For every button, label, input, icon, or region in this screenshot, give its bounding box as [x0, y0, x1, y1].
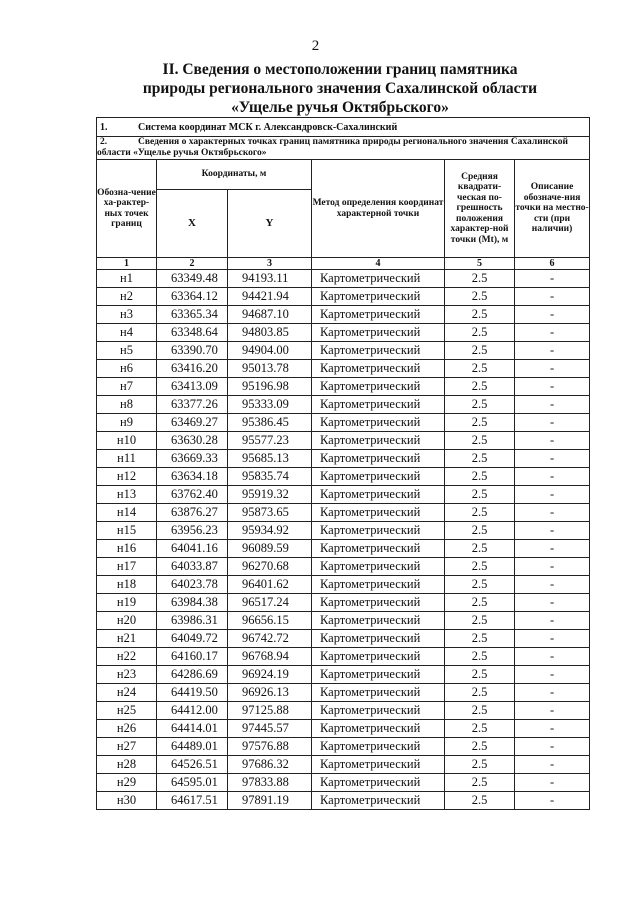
description-cell: - — [515, 612, 590, 630]
x-coordinate-cell: 63413.09 — [157, 378, 228, 396]
x-coordinate-cell: 63348.64 — [157, 324, 228, 342]
x-coordinate-cell: 63762.40 — [157, 486, 228, 504]
table-row — [97, 414, 590, 432]
heading-line-2: природы регионального значения Сахалинской области — [142, 80, 538, 97]
method-cell: Картометрический — [312, 558, 445, 576]
table-row — [97, 468, 590, 486]
x-coordinate-cell: 63377.26 — [157, 396, 228, 414]
method-cell: Картометрический — [312, 666, 445, 684]
x-coordinate-cell: 64023.78 — [157, 576, 228, 594]
coordinate-system-row — [97, 118, 590, 137]
y-coordinate-cell: 96270.68 — [228, 558, 312, 576]
header-y: Y — [228, 190, 312, 258]
description-cell: - — [515, 378, 590, 396]
header-x: X — [157, 190, 228, 258]
description-cell: - — [515, 594, 590, 612]
method-cell: Картометрический — [312, 450, 445, 468]
table-row — [97, 576, 590, 594]
table-row — [97, 666, 590, 684]
method-cell: Картометрический — [312, 630, 445, 648]
point-name-cell: н1 — [97, 270, 157, 288]
point-name-cell: н26 — [97, 720, 157, 738]
method-cell: Картометрический — [312, 504, 445, 522]
point-name-cell: н3 — [97, 306, 157, 324]
x-coordinate-cell: 64049.72 — [157, 630, 228, 648]
table-row — [97, 360, 590, 378]
error-cell: 2.5 — [445, 396, 515, 414]
x-coordinate-cell: 64286.69 — [157, 666, 228, 684]
table-row — [97, 720, 590, 738]
description-cell: - — [515, 774, 590, 792]
error-cell: 2.5 — [445, 432, 515, 450]
method-cell: Картометрический — [312, 720, 445, 738]
table-row — [97, 702, 590, 720]
table-row — [97, 504, 590, 522]
description-cell: - — [515, 576, 590, 594]
point-name-cell: н24 — [97, 684, 157, 702]
x-coordinate-cell: 64041.16 — [157, 540, 228, 558]
method-cell: Картометрический — [312, 702, 445, 720]
method-cell: Картометрический — [312, 648, 445, 666]
point-name-cell: н16 — [97, 540, 157, 558]
error-cell: 2.5 — [445, 504, 515, 522]
table-body — [97, 270, 590, 810]
y-coordinate-cell: 96401.62 — [228, 576, 312, 594]
table-row — [97, 342, 590, 360]
table-row — [97, 378, 590, 396]
description-cell: - — [515, 504, 590, 522]
column-number: 2 — [157, 258, 228, 270]
page-number: 2 — [311, 38, 320, 54]
x-coordinate-cell: 63876.27 — [157, 504, 228, 522]
y-coordinate-cell: 97576.88 — [228, 738, 312, 756]
error-cell: 2.5 — [445, 486, 515, 504]
description-cell: - — [515, 720, 590, 738]
y-coordinate-cell: 95386.45 — [228, 414, 312, 432]
error-cell: 2.5 — [445, 702, 515, 720]
error-cell: 2.5 — [445, 414, 515, 432]
x-coordinate-cell: 64160.17 — [157, 648, 228, 666]
table-row — [97, 684, 590, 702]
description-cell: - — [515, 450, 590, 468]
description-cell: - — [515, 756, 590, 774]
point-name-cell: н22 — [97, 648, 157, 666]
header-method: Метод определения координат характерной точки — [312, 160, 445, 258]
y-coordinate-cell: 95577.23 — [228, 432, 312, 450]
point-name-cell: н29 — [97, 774, 157, 792]
x-coordinate-cell: 63986.31 — [157, 612, 228, 630]
column-number: 6 — [515, 258, 590, 270]
y-coordinate-cell: 95835.74 — [228, 468, 312, 486]
table-row — [97, 288, 590, 306]
table-row — [97, 612, 590, 630]
error-cell: 2.5 — [445, 324, 515, 342]
method-cell: Картометрический — [312, 540, 445, 558]
x-coordinate-cell: 63469.27 — [157, 414, 228, 432]
method-cell: Картометрический — [312, 342, 445, 360]
info-row-number: 1. — [100, 121, 108, 133]
point-name-cell: н20 — [97, 612, 157, 630]
heading-line-1: II. Сведения о местоположении границ памятника — [162, 61, 518, 78]
error-cell: 2.5 — [445, 666, 515, 684]
header-error: Средняя квадрати-ческая по-грешность положения характер-ной точки (Mt), м — [445, 160, 515, 258]
description-cell: - — [515, 792, 590, 810]
description-cell: - — [515, 288, 590, 306]
table-row — [97, 774, 590, 792]
error-cell: 2.5 — [445, 630, 515, 648]
description-cell: - — [515, 558, 590, 576]
description-cell: - — [515, 702, 590, 720]
x-coordinate-cell: 63365.34 — [157, 306, 228, 324]
error-cell: 2.5 — [445, 684, 515, 702]
error-cell: 2.5 — [445, 720, 515, 738]
error-cell: 2.5 — [445, 306, 515, 324]
point-name-cell: н14 — [97, 504, 157, 522]
point-name-cell: н23 — [97, 666, 157, 684]
x-coordinate-cell: 63364.12 — [157, 288, 228, 306]
point-name-cell: н9 — [97, 414, 157, 432]
y-coordinate-cell: 97891.19 — [228, 792, 312, 810]
table-header — [97, 160, 590, 270]
table-row — [97, 522, 590, 540]
point-name-cell: н21 — [97, 630, 157, 648]
point-name-cell: н4 — [97, 324, 157, 342]
method-cell: Картометрический — [312, 270, 445, 288]
description-cell: - — [515, 540, 590, 558]
x-coordinate-cell: 64595.01 — [157, 774, 228, 792]
y-coordinate-cell: 95934.92 — [228, 522, 312, 540]
x-coordinate-cell: 63390.70 — [157, 342, 228, 360]
method-cell: Картометрический — [312, 792, 445, 810]
error-cell: 2.5 — [445, 270, 515, 288]
error-cell: 2.5 — [445, 594, 515, 612]
point-name-cell: н6 — [97, 360, 157, 378]
y-coordinate-cell: 97445.57 — [228, 720, 312, 738]
y-coordinate-cell: 95873.65 — [228, 504, 312, 522]
x-coordinate-cell: 63634.18 — [157, 468, 228, 486]
points-info-text: Сведения о характерных точках границ памятника природы регионального значения Сахалинской области «Ущелье ручья Октябрьского» — [97, 137, 568, 158]
method-cell: Картометрический — [312, 522, 445, 540]
error-cell: 2.5 — [445, 738, 515, 756]
y-coordinate-cell: 95919.32 — [228, 486, 312, 504]
y-coordinate-cell: 94421.94 — [228, 288, 312, 306]
method-cell: Картометрический — [312, 288, 445, 306]
table-row — [97, 306, 590, 324]
method-cell: Картометрический — [312, 414, 445, 432]
x-coordinate-cell: 64617.51 — [157, 792, 228, 810]
point-name-cell: н19 — [97, 594, 157, 612]
error-cell: 2.5 — [445, 558, 515, 576]
point-name-cell: н30 — [97, 792, 157, 810]
column-number: 1 — [97, 258, 157, 270]
y-coordinate-cell: 96742.72 — [228, 630, 312, 648]
column-number: 3 — [228, 258, 312, 270]
column-number: 5 — [445, 258, 515, 270]
table-row — [97, 594, 590, 612]
y-coordinate-cell: 97686.32 — [228, 756, 312, 774]
error-cell: 2.5 — [445, 792, 515, 810]
method-cell: Картометрический — [312, 774, 445, 792]
description-cell: - — [515, 468, 590, 486]
table-row — [97, 396, 590, 414]
x-coordinate-cell: 64414.01 — [157, 720, 228, 738]
error-cell: 2.5 — [445, 450, 515, 468]
error-cell: 2.5 — [445, 468, 515, 486]
description-cell: - — [515, 396, 590, 414]
heading-line-3: «Ущелье ручья Октябрьского» — [231, 99, 449, 116]
point-name-cell: н5 — [97, 342, 157, 360]
y-coordinate-cell: 94193.11 — [228, 270, 312, 288]
point-name-cell: н15 — [97, 522, 157, 540]
error-cell: 2.5 — [445, 576, 515, 594]
boundary-points-table — [96, 117, 590, 810]
method-cell: Картометрический — [312, 684, 445, 702]
point-name-cell: н18 — [97, 576, 157, 594]
description-cell: - — [515, 306, 590, 324]
x-coordinate-cell: 63630.28 — [157, 432, 228, 450]
y-coordinate-cell: 96517.24 — [228, 594, 312, 612]
description-cell: - — [515, 630, 590, 648]
description-cell: - — [515, 414, 590, 432]
method-cell: Картометрический — [312, 432, 445, 450]
x-coordinate-cell: 63956.23 — [157, 522, 228, 540]
method-cell: Картометрический — [312, 306, 445, 324]
error-cell: 2.5 — [445, 612, 515, 630]
info-row-number: 2. — [100, 137, 108, 147]
table-row — [97, 756, 590, 774]
header-description: Описание обозначе-ния точки на местно-сти (при наличии) — [515, 160, 590, 258]
column-number: 4 — [312, 258, 445, 270]
point-name-cell: н27 — [97, 738, 157, 756]
error-cell: 2.5 — [445, 342, 515, 360]
table-row — [97, 270, 590, 288]
points-info-row — [97, 137, 590, 160]
method-cell: Картометрический — [312, 468, 445, 486]
x-coordinate-cell: 64412.00 — [157, 702, 228, 720]
error-cell: 2.5 — [445, 360, 515, 378]
description-cell: - — [515, 522, 590, 540]
y-coordinate-cell: 95685.13 — [228, 450, 312, 468]
method-cell: Картометрический — [312, 738, 445, 756]
table-row — [97, 738, 590, 756]
point-name-cell: н8 — [97, 396, 157, 414]
y-coordinate-cell: 95013.78 — [228, 360, 312, 378]
y-coordinate-cell: 96924.19 — [228, 666, 312, 684]
method-cell: Картометрический — [312, 612, 445, 630]
error-cell: 2.5 — [445, 774, 515, 792]
column-numbers-row — [97, 258, 590, 270]
table-row — [97, 432, 590, 450]
description-cell: - — [515, 432, 590, 450]
point-name-cell: н17 — [97, 558, 157, 576]
method-cell: Картометрический — [312, 378, 445, 396]
method-cell: Картометрический — [312, 576, 445, 594]
x-coordinate-cell: 63349.48 — [157, 270, 228, 288]
method-cell: Картометрический — [312, 756, 445, 774]
y-coordinate-cell: 95196.98 — [228, 378, 312, 396]
table-row — [97, 792, 590, 810]
y-coordinate-cell: 95333.09 — [228, 396, 312, 414]
y-coordinate-cell: 94904.00 — [228, 342, 312, 360]
y-coordinate-cell: 96089.59 — [228, 540, 312, 558]
y-coordinate-cell: 96926.13 — [228, 684, 312, 702]
description-cell: - — [515, 648, 590, 666]
point-name-cell: н11 — [97, 450, 157, 468]
y-coordinate-cell: 94687.10 — [228, 306, 312, 324]
description-cell: - — [515, 666, 590, 684]
table-row — [97, 630, 590, 648]
point-name-cell: н28 — [97, 756, 157, 774]
description-cell: - — [515, 270, 590, 288]
x-coordinate-cell: 63416.20 — [157, 360, 228, 378]
x-coordinate-cell: 64526.51 — [157, 756, 228, 774]
x-coordinate-cell: 63669.33 — [157, 450, 228, 468]
point-name-cell: н25 — [97, 702, 157, 720]
x-coordinate-cell: 64489.01 — [157, 738, 228, 756]
y-coordinate-cell: 97125.88 — [228, 702, 312, 720]
table-row — [97, 450, 590, 468]
error-cell: 2.5 — [445, 522, 515, 540]
y-coordinate-cell: 96656.15 — [228, 612, 312, 630]
description-cell: - — [515, 684, 590, 702]
coordinate-system-text: Система координат МСК г. Александровск-Сахалинский — [138, 121, 398, 133]
header-point-name: Обозна-чение ха-рактер-ных точек границ — [97, 160, 157, 258]
error-cell: 2.5 — [445, 756, 515, 774]
x-coordinate-cell: 64419.50 — [157, 684, 228, 702]
point-name-cell: н2 — [97, 288, 157, 306]
y-coordinate-cell: 94803.85 — [228, 324, 312, 342]
error-cell: 2.5 — [445, 540, 515, 558]
method-cell: Картометрический — [312, 396, 445, 414]
section-heading — [60, 60, 620, 117]
table-row — [97, 486, 590, 504]
description-cell: - — [515, 324, 590, 342]
error-cell: 2.5 — [445, 378, 515, 396]
table-row — [97, 324, 590, 342]
x-coordinate-cell: 63984.38 — [157, 594, 228, 612]
description-cell: - — [515, 738, 590, 756]
error-cell: 2.5 — [445, 648, 515, 666]
point-name-cell: н12 — [97, 468, 157, 486]
table-row — [97, 540, 590, 558]
method-cell: Картометрический — [312, 486, 445, 504]
y-coordinate-cell: 96768.94 — [228, 648, 312, 666]
table-info-rows — [97, 118, 590, 160]
header-coordinates: Координаты, м — [157, 160, 312, 190]
description-cell: - — [515, 360, 590, 378]
description-cell: - — [515, 486, 590, 504]
method-cell: Картометрический — [312, 594, 445, 612]
point-name-cell: н13 — [97, 486, 157, 504]
description-cell: - — [515, 342, 590, 360]
method-cell: Картометрический — [312, 360, 445, 378]
point-name-cell: н10 — [97, 432, 157, 450]
point-name-cell: н7 — [97, 378, 157, 396]
table-row — [97, 558, 590, 576]
y-coordinate-cell: 97833.88 — [228, 774, 312, 792]
table-row — [97, 648, 590, 666]
method-cell: Картометрический — [312, 324, 445, 342]
error-cell: 2.5 — [445, 288, 515, 306]
x-coordinate-cell: 64033.87 — [157, 558, 228, 576]
